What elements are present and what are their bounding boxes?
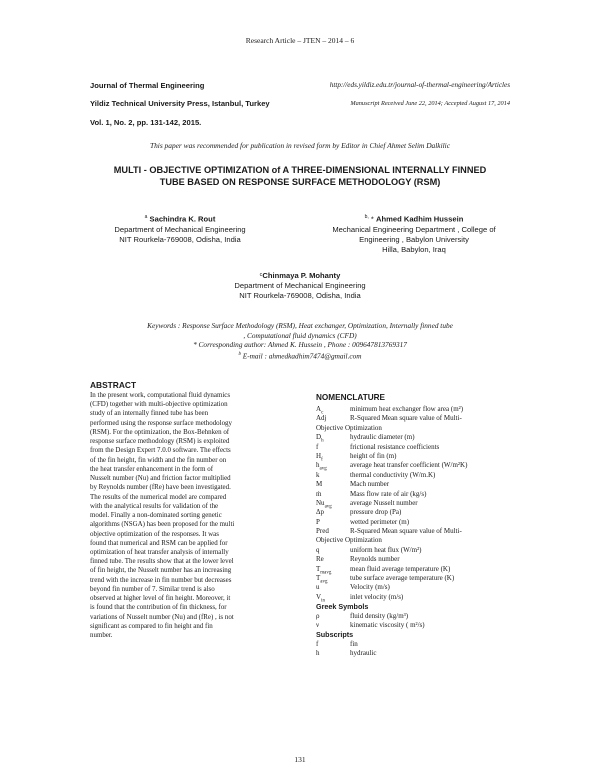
nomenclature-row <box>316 461 512 470</box>
author-1-affil-2: NIT Rourkela-769008, Odisha, India <box>119 234 241 244</box>
abstract-line: number. <box>90 631 113 640</box>
nomenclature-definition: Velocity (m/s) <box>350 583 390 592</box>
keywords-block: Keywords : Response Surface Methodology (RSM), Heat exchanger, Optimization, Internally finned tube , Computational fluid dynamics (CFD) * Corresponding author: Ahmed K. Hussein , Phone : 009647813769317 $^b$ E-mail : ahmedkadhim7474@gmail.com <box>60 321 540 361</box>
abstract-line: of the fin height, fin width and the fin number on <box>90 455 227 464</box>
subscripts-heading: Subscripts <box>316 630 354 640</box>
abstract-line: The results of the numerical model are compared <box>90 492 227 501</box>
abstract-line: optimization of heat transfer analysis of internally <box>90 547 229 556</box>
abstract-line: observed at higher level of fin height. Moreover, it <box>90 594 231 603</box>
subscript-row <box>316 640 512 649</box>
abstract-line: significant as compared to fin height and fin <box>90 621 213 630</box>
nomenclature-row <box>316 583 512 592</box>
nomenclature-definition: fluid density (kg/m³) <box>350 611 409 620</box>
nomenclature-row <box>316 443 512 452</box>
volume-info: Vol. 1, No. 2, pp. 131-142, 2015. <box>90 118 202 127</box>
nomenclature-row <box>316 405 512 414</box>
abstract-line: with the analytical results for validation of the <box>90 501 219 510</box>
nomenclature-definition: R-Squared Mean square value of Multi- <box>350 527 462 536</box>
nomenclature-symbol: k <box>316 470 320 479</box>
author-3-affil-2: NIT Rourkela-769008, Odisha, India <box>239 291 361 300</box>
abstract-line: the heat transfer enhancement in the form of <box>90 464 214 473</box>
nomenclature-definition: Mass flow rate of air (kg/s) <box>350 489 427 498</box>
nomenclature-symbol: $V_{in}$ <box>316 592 325 604</box>
abstract-line: is found that the contribution of fin thickness, for <box>90 603 227 612</box>
abstract-line: beyond fin number of 7. Similar trend is also <box>90 584 215 593</box>
nomenclature-symbol: h <box>316 649 320 658</box>
greek-symbol-row <box>316 612 512 621</box>
nomenclature-symbol: f <box>316 442 319 451</box>
nomenclature-definition: mean fluid average temperature (K) <box>350 564 451 573</box>
nomenclature-row <box>316 414 512 423</box>
author-2-affil-3: Hilla, Babylon, Iraq <box>382 244 446 254</box>
author-3-affil-1: Department of Mechanical Engineering <box>234 281 366 290</box>
nomenclature-symbol: $Nu_{avg}$ <box>316 498 332 510</box>
nomenclature-row <box>316 536 512 545</box>
nomenclature-row <box>316 555 512 564</box>
nomenclature-symbol: f <box>316 639 319 648</box>
nomenclature-list <box>316 405 512 659</box>
abstract-line: algorithms (NSGA) has been proposed for the multi <box>90 520 235 529</box>
nomenclature-row <box>316 490 512 499</box>
nomenclature-definition: uniform heat flux (W/m²) <box>350 545 422 554</box>
keywords-line-2: , Computational fluid dynamics (CFD) <box>243 330 357 340</box>
nomenclature-definition: height of fin (m) <box>350 451 397 460</box>
nomenclature-definition: thermal conductivity (W/m.K) <box>350 470 436 479</box>
greek-symbol-row <box>316 621 512 630</box>
page-number: 131 <box>294 755 306 764</box>
nomenclature-row <box>316 499 512 508</box>
nomenclature-definition: R-Squared Mean square value of Multi- <box>350 414 462 423</box>
nomenclature-row <box>316 480 512 489</box>
nomenclature-definition: pressure drop (Pa) <box>350 508 402 517</box>
nomenclature-row <box>316 527 512 536</box>
author-2-affil-2: Engineering , Babylon University <box>359 234 469 244</box>
nomenclature-row <box>316 452 512 461</box>
nomenclature-symbol: P <box>316 517 320 526</box>
abstract-line: (RSM). For the optimization, the Box-Behnken of <box>90 427 230 436</box>
nomenclature-definition: hydraulic diameter (m) <box>350 433 415 442</box>
author-1-affil-1: Department of Mechanical Engineering <box>114 224 246 234</box>
abstract-line: response surface methodology (RSM) is exploited <box>90 437 230 446</box>
running-header: Research Article – JTEN – 2014 – 6 <box>245 36 355 45</box>
abstract-line: of fin height, the Nusselt number has an increasing <box>90 566 232 575</box>
corresponding-author: * Corresponding author: Ahmed K. Hussein , Phone : 009647813769317 <box>193 340 407 350</box>
subscript-row <box>316 649 512 658</box>
author-3: ᶜChinmaya P. Mohanty Department of Mechanical Engineering NIT Rourkela-769008, Odisha, India <box>180 271 420 301</box>
nomenclature-row <box>316 546 512 555</box>
nomenclature-symbol: ρ <box>316 611 320 620</box>
abstract-heading: ABSTRACT <box>90 380 137 390</box>
nomenclature-definition: frictional resistance coefficients <box>350 442 440 451</box>
author-1 <box>80 212 280 245</box>
nomenclature-row <box>316 471 512 480</box>
author-email[interactable]: E-mail : ahmedkadhim7474@gmail.com <box>242 351 362 361</box>
nomenclature-row <box>316 518 512 527</box>
publisher: Yildiz Technical University Press, Istanbul, Turkey <box>90 99 270 108</box>
author-1-sup: a <box>144 214 148 220</box>
volume-row <box>90 118 510 127</box>
nomenclature-row <box>316 508 512 517</box>
recommendation-note: This paper was recommended for publication in revised form by Editor in Chief Ahmet Selim Dalkilic <box>149 141 451 150</box>
journal-url[interactable]: http://eds.yildiz.edu.tr/journal-of-thermal-engineering/Articles <box>329 81 510 89</box>
author-3-name: Chinmaya P. Mohanty <box>262 271 341 280</box>
nomenclature-symbol: ṁ <box>316 489 322 498</box>
abstract-line: finned tube. The results show that at the lower level <box>90 557 234 566</box>
author-2-name: Ahmed Kadhim Hussein <box>376 214 464 224</box>
nomenclature-row <box>316 565 512 574</box>
nomenclature-definition: average Nusselt number <box>350 498 418 507</box>
nomenclature-definition: minimum heat exchanger flow area (m²) <box>350 405 464 413</box>
nomenclature-symbol: $T_{mavg}$ <box>316 564 332 576</box>
abstract-line: performed using the response surface methodology <box>90 418 232 427</box>
title-line-2: TUBE BASED ON RESPONSE SURFACE METHODOLOGY (RSM) <box>159 177 441 187</box>
abstract-line: (CFD) together with multi-objective optimization <box>90 400 228 409</box>
author-2-affil-1: Mechanical Engineering Department , College of <box>332 224 496 234</box>
nomenclature-definition: Mach number <box>350 480 390 489</box>
nomenclature-symbol: ν <box>316 620 320 629</box>
nomenclature-definition: wetted perimeter (m) <box>350 517 410 526</box>
nomenclature-row <box>316 593 512 602</box>
journal-row <box>90 81 510 90</box>
publisher-row <box>90 99 510 108</box>
nomenclature-symbol: $T_{avg}$ <box>316 574 328 585</box>
abstract-line: In the present work, computational fluid dynamics <box>90 391 231 399</box>
journal-name: Journal of Thermal Engineering <box>90 81 205 90</box>
nomenclature-symbol: $D_h$ <box>316 433 324 444</box>
abstract-line: objective optimization of the responses. It was <box>90 529 219 538</box>
nomenclature-definition: inlet velocity (m/s) <box>350 592 404 601</box>
abstract-line: trend with the increase in fin number but decreases <box>90 575 232 584</box>
author-2: $^{b,}$ * Ahmed Kadhim Hussein Mechanical Engineering Department , College of Engineering , Babylon University Hilla, Babylon, Iraq <box>298 212 530 255</box>
nomenclature-symbol: $h_{avg}$ <box>316 461 327 472</box>
nomenclature-definition: hydraulic <box>350 649 377 658</box>
nomenclature-symbol: $A_c$ <box>316 405 324 416</box>
abstract-line: from the Design Expert 7.0.0 software. The effects <box>90 446 231 455</box>
abstract-line: by Reynolds number (fRe) have been investigated. <box>90 483 231 492</box>
nomenclature-definition: Objective Optimization <box>316 423 382 432</box>
nomenclature-symbol: $H_f$ <box>316 451 323 463</box>
nomenclature-definition: average heat transfer coefficient (W/m²K) <box>350 461 468 470</box>
abstract-body <box>90 391 296 640</box>
nomenclature-row <box>316 424 512 433</box>
nomenclature-symbol: Pred <box>316 527 329 536</box>
nomenclature-heading: NOMENCLATURE <box>316 393 385 402</box>
nomenclature-symbol: q <box>316 545 320 554</box>
manuscript-info: Manuscript Received June 22, 2014; Accepted August 17, 2014 <box>350 100 510 107</box>
author-2-sup: b, <box>364 214 369 220</box>
nomenclature-row <box>316 574 512 583</box>
abstract-line: Nusselt number (Nu) and friction factor multiplied <box>90 474 231 483</box>
abstract-line: found that numerical and RSM can be applied for <box>90 538 228 547</box>
nomenclature-definition: Objective Optimization <box>316 536 382 545</box>
paper-title <box>60 164 540 188</box>
nomenclature-symbol: Δp <box>316 508 325 517</box>
abstract-line: study of an internally finned tube has been <box>90 409 209 418</box>
nomenclature-symbol: M <box>316 480 323 489</box>
nomenclature-symbol: Adj <box>316 414 327 423</box>
nomenclature-symbol: u <box>316 583 320 592</box>
nomenclature-symbol: Re <box>316 555 324 564</box>
abstract-line: model. Finally a non-dominated sorting genetic <box>90 511 222 520</box>
greek-symbols-heading: Greek Symbols <box>316 602 369 612</box>
nomenclature-definition: kinematic viscosity ( m²/s) <box>350 620 425 629</box>
abstract-line: variations of Nusselt number (Nu) and (fRe) , is not <box>90 612 234 621</box>
nomenclature-definition: Reynolds number <box>350 555 400 564</box>
nomenclature-definition: tube surface average temperature (K) <box>350 574 455 583</box>
nomenclature-definition: fin <box>350 639 358 648</box>
author-1-name: Sachindra K. Rout <box>149 214 216 224</box>
nomenclature-row <box>316 433 512 442</box>
keywords-line-1: Keywords : Response Surface Methodology (RSM), Heat exchanger, Optimization, Internally finned tube <box>147 321 453 330</box>
title-line-1: MULTI - OBJECTIVE OPTIMIZATION of A THREE-DIMENSIONAL INTERNALLY FINNED <box>113 165 487 175</box>
